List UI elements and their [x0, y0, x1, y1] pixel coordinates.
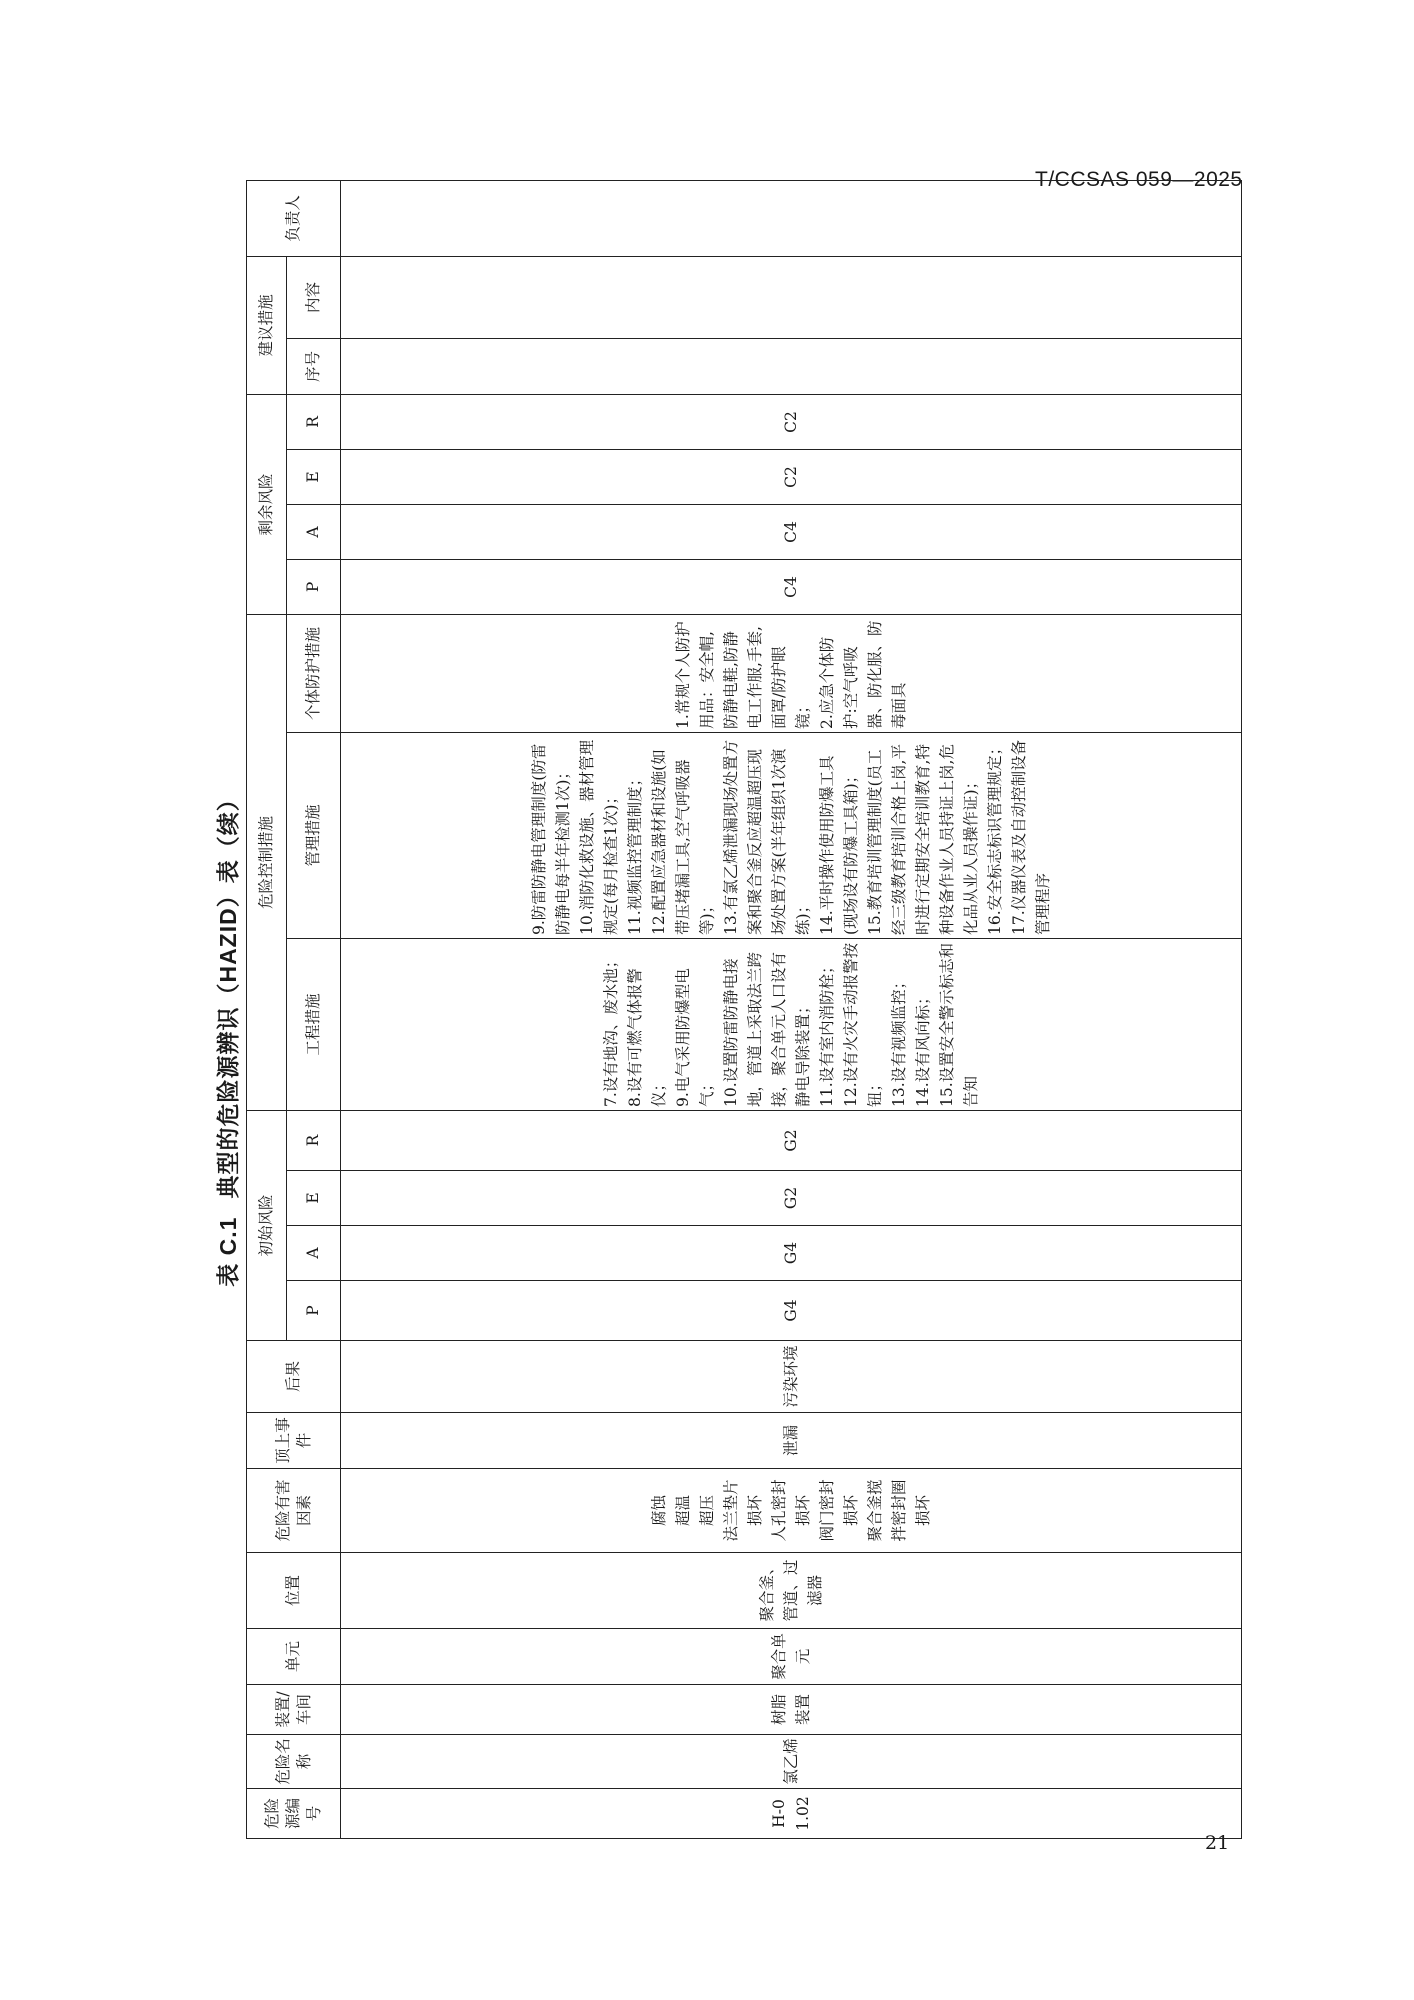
- engineering-item: 7.设有地沟、废水池；: [601, 952, 620, 1107]
- ppe-item: 1.常规个人防护用品：安全帽,防静电鞋,防静电工作服,手套,面罩/防护眼镜；: [673, 621, 812, 729]
- rotated-table-block: [198, 195, 1242, 1839]
- cell-initial-e: G2: [341, 1171, 1242, 1226]
- cell-suggestion-content: [341, 256, 1242, 338]
- col-initial-risk: 初始风险: [247, 1110, 287, 1340]
- cell-initial-r: G2: [341, 1110, 1242, 1170]
- col-residual-r: R: [287, 394, 341, 449]
- factor-item: 法兰垫片损坏: [721, 1479, 764, 1542]
- cell-initial-a: G4: [341, 1226, 1242, 1281]
- factor-item: 阀门密封损坏: [818, 1479, 861, 1542]
- col-harmful-factors: 危险有害因素: [247, 1469, 341, 1553]
- table-row: [341, 180, 1242, 1838]
- col-consequence: 后果: [247, 1341, 341, 1413]
- management-item: 11.视频监控管理制度；: [625, 770, 644, 935]
- col-initial-r: R: [287, 1110, 341, 1170]
- col-hazard-name: 危险名称: [247, 1735, 341, 1789]
- cell-harmful-factors: [341, 1469, 1242, 1553]
- cell-management-measures: [341, 732, 1242, 938]
- management-item: 16.安全标志标识管理规定；: [986, 739, 1005, 935]
- factor-item: 人孔密封损坏: [769, 1479, 812, 1542]
- col-initial-e: E: [287, 1171, 341, 1226]
- management-item: 15.教育培训管理制度(员工经三级教育培训合格上岗,平时进行定期安全培训教育,特种设备作业人员持证上岗,危化品从业人员操作证)；: [866, 744, 981, 935]
- cell-ppe-measures: [341, 614, 1242, 732]
- col-content: 内容: [287, 256, 341, 338]
- hazid-table: [246, 180, 1242, 1839]
- col-initial-p: P: [287, 1281, 341, 1341]
- col-initial-a: A: [287, 1226, 341, 1281]
- management-item: 17.仪器仪表及自动控制设备管理程序: [1010, 739, 1053, 935]
- engineering-item: 10.设置防雷防静电接地，管道上采取法兰跨接，聚合单元人口设有静电导除装置；: [721, 951, 812, 1107]
- cell-hazard-id: H-01.02: [341, 1789, 1242, 1839]
- col-location: 位置: [247, 1553, 341, 1629]
- engineering-item: 8.设有可燃气体报警仪；: [625, 968, 668, 1107]
- page-number: 21: [1205, 1832, 1230, 1854]
- management-item: 12.配置应急器材和设施(如带压堵漏工具,空气呼吸器等)；: [649, 749, 716, 935]
- factor-item: 超温: [673, 1495, 692, 1527]
- engineering-item: 12.设有火灾手动报警按钮；: [842, 942, 885, 1107]
- engineering-item: 13.设有视频监控；: [890, 973, 909, 1107]
- factor-item: 腐蚀: [649, 1495, 668, 1527]
- col-control-measures: 危险控制措施: [247, 614, 287, 1110]
- col-residual-a: A: [287, 504, 341, 559]
- col-residual-e: E: [287, 449, 341, 504]
- col-residual-p: P: [287, 559, 341, 614]
- cell-top-event: 泄漏: [341, 1413, 1242, 1469]
- col-management: 管理措施: [287, 732, 341, 938]
- standard-code: T/CCSAS 059—2025: [1035, 168, 1243, 191]
- col-engineering: 工程措施: [287, 938, 341, 1110]
- engineering-item: 9.电气采用防爆型电气；: [673, 968, 716, 1107]
- cell-residual-e: C2: [341, 449, 1242, 504]
- cell-owner: [341, 180, 1242, 256]
- ppe-item: 2.应急个体防护:空气呼吸器、防化服、防毒面具: [818, 620, 909, 729]
- engineering-item: 15.设置安全警示标志和告知: [938, 942, 981, 1107]
- cell-residual-a: C4: [341, 504, 1242, 559]
- engineering-item: 14.设有风向标；: [914, 989, 933, 1107]
- col-owner: 负责人: [247, 180, 341, 256]
- cell-initial-p: G4: [341, 1281, 1242, 1341]
- cell-location: 聚合釜、管道、过滤器: [341, 1553, 1242, 1629]
- col-hazard-id: 危险源编号: [247, 1789, 341, 1839]
- cell-device: 树脂装置: [341, 1685, 1242, 1735]
- factor-item: 聚合釜搅拌密封圈损坏: [866, 1479, 933, 1542]
- cell-hazard-name: 氯乙烯: [341, 1735, 1242, 1789]
- cell-engineering-measures: [341, 938, 1242, 1110]
- col-ppe: 个体防护措施: [287, 614, 341, 732]
- cell-suggestion-seq: [341, 338, 1242, 394]
- caption-prefix: 表 C.1: [215, 1216, 241, 1287]
- management-item: 13.有氯乙烯泄漏现场处置方案和聚合釜反应超温超压现场处置方案(半年组织1次演练)；: [721, 739, 812, 935]
- management-item: 10.消防化救设施、器材管理规定(每月检查1次)；: [577, 739, 620, 935]
- col-unit: 单元: [247, 1629, 341, 1685]
- management-item: 14.平时操作使用防爆工具(现场设有防爆工具箱)；: [818, 755, 861, 935]
- cell-residual-p: C4: [341, 559, 1242, 614]
- factor-item: 超压: [697, 1495, 716, 1527]
- management-item: 9.防雷防静电管理制度(防雷防静电每半年检测1次)；: [529, 743, 572, 935]
- col-device: 装置/车间: [247, 1685, 341, 1735]
- caption-title: 典型的危险源辨识（HAZID）表（续）: [215, 787, 241, 1199]
- cell-unit: 聚合单元: [341, 1629, 1242, 1685]
- engineering-item: 11.设有室内消防栓；: [818, 958, 837, 1107]
- cell-consequence: 污染环境: [341, 1341, 1242, 1413]
- col-residual-risk: 剩余风险: [247, 394, 287, 614]
- col-seq-no: 序号: [287, 338, 341, 394]
- cell-residual-r: C2: [341, 394, 1242, 449]
- col-top-event: 顶上事件: [247, 1413, 341, 1469]
- col-suggestions: 建议措施: [247, 256, 287, 394]
